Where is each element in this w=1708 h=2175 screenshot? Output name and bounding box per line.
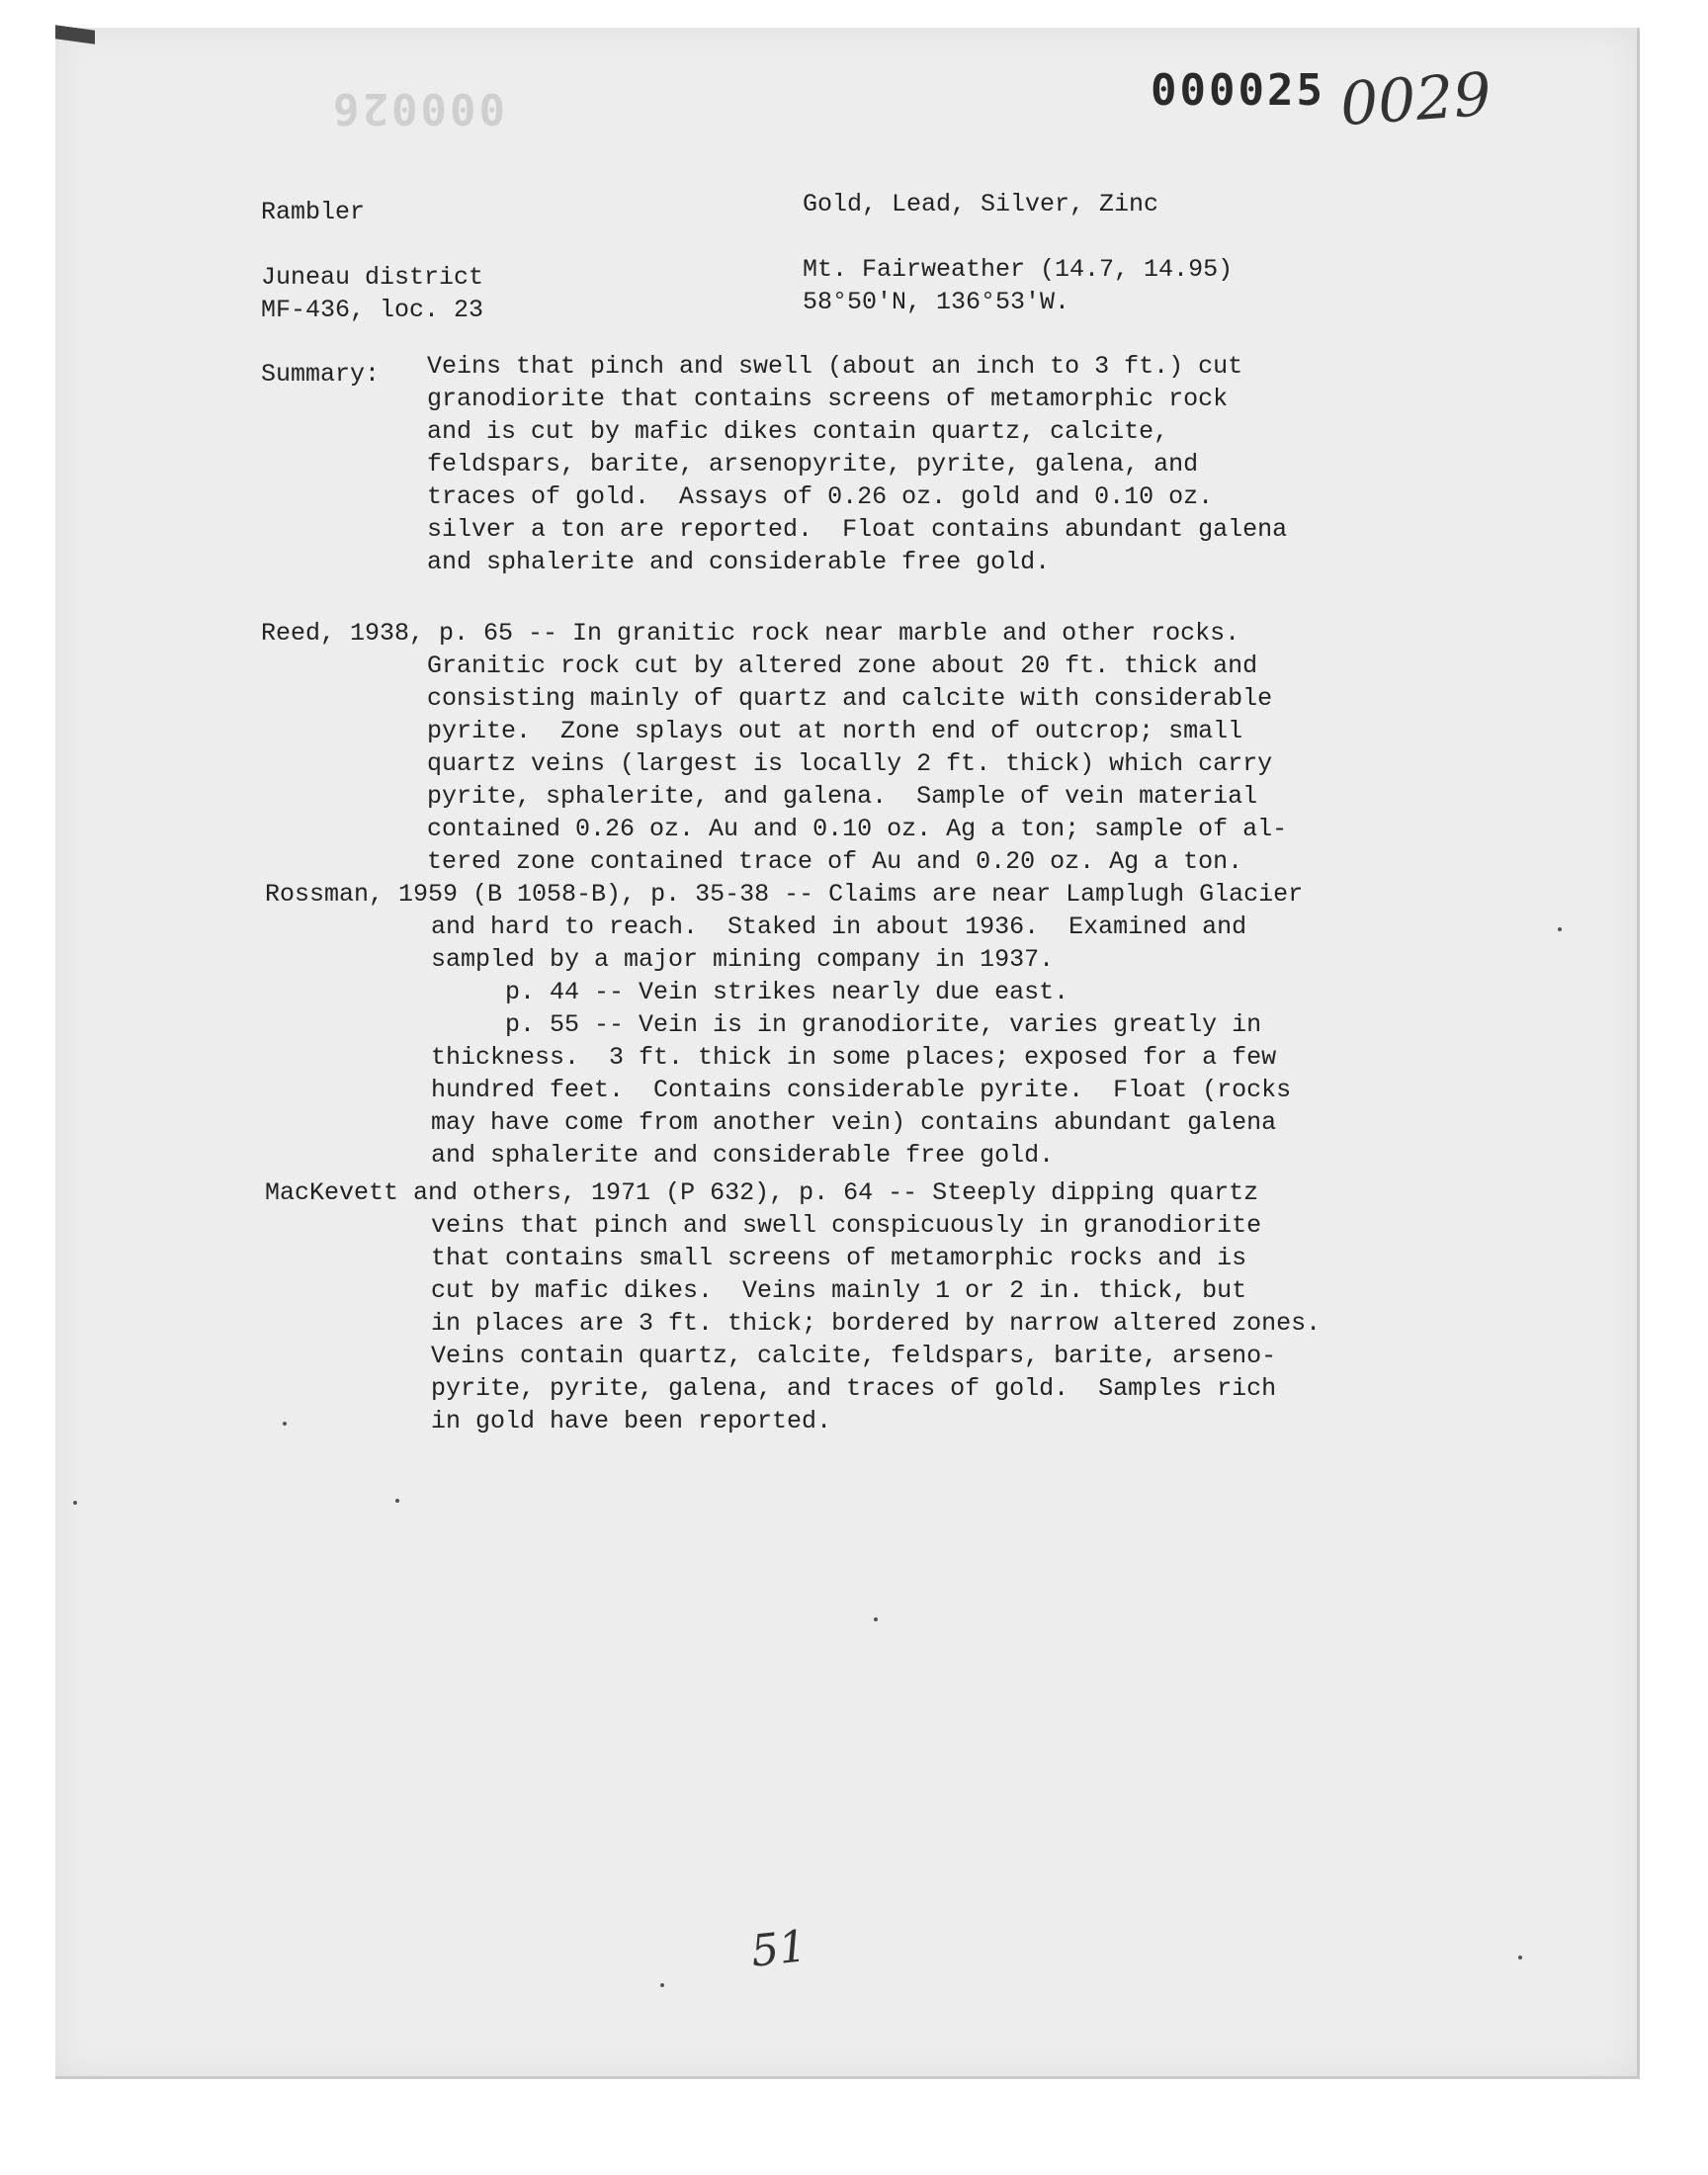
- reference-rossman-1959: [265, 878, 1303, 1172]
- reference-line: that contains small screens of metamorphic rocks and is: [431, 1244, 1247, 1272]
- scan-speck: [660, 1983, 664, 1987]
- scan-speck: [395, 1499, 399, 1503]
- reference-line: sampled by a major mining company in 1937.: [431, 945, 1055, 974]
- scan-speck: [73, 1501, 77, 1505]
- summary-line: and sphalerite and considerable free gold.: [427, 548, 1051, 576]
- document-stamp-number: 000025: [1151, 65, 1325, 116]
- commodities: Gold, Lead, Silver, Zinc: [803, 190, 1159, 218]
- reference-mackevett-1971: [265, 1176, 1322, 1437]
- reference-reed-1938: [261, 617, 1288, 878]
- quadrangle: Mt. Fairweather (14.7, 14.95): [803, 255, 1234, 284]
- reference-line: cut by mafic dikes. Veins mainly 1 or 2 in. thick, but: [431, 1276, 1247, 1305]
- reference-line: pyrite, sphalerite, and galena. Sample of vein material: [427, 782, 1258, 811]
- reference-line: in gold have been reported.: [431, 1407, 832, 1436]
- reference-line: quartz veins (largest is locally 2 ft. thick) which carry: [427, 749, 1273, 778]
- deposit-name: Rambler: [261, 198, 366, 226]
- reference-line: and hard to reach. Staked in about 1936. Examined and: [431, 913, 1247, 941]
- reference-line: p. 55 -- Vein is in granodiorite, varies greatly in: [431, 1010, 1262, 1039]
- reference-line: may have come from another vein) contains abundant galena: [431, 1108, 1277, 1137]
- reference-line: hundred feet. Contains considerable pyrite. Float (rocks: [431, 1076, 1292, 1104]
- reference-line: Veins contain quartz, calcite, feldspars, barite, arseno-: [431, 1342, 1277, 1370]
- reference-body: [431, 911, 1469, 1172]
- reference-citation: Reed, 1938, p. 65 -- In granitic rock near marble and other rocks.: [261, 619, 1240, 648]
- reference-line: and sphalerite and considerable free gold.: [431, 1141, 1055, 1170]
- summary-text: [427, 350, 1287, 578]
- summary-line: feldspars, barite, arsenopyrite, pyrite, galena, and: [427, 450, 1199, 478]
- scan-speck: [874, 1617, 878, 1621]
- reference-citation: Rossman, 1959 (B 1058-B), p. 35-38 -- Claims are near Lamplugh Glacier: [265, 880, 1304, 909]
- reference-line: consisting mainly of quartz and calcite with considerable: [427, 684, 1273, 713]
- summary-line: Veins that pinch and swell (about an inch to 3 ft.) cut: [427, 352, 1243, 381]
- summary-line: silver a ton are reported. Float contains abundant galena: [427, 515, 1288, 544]
- reference-line: contained 0.26 oz. Au and 0.10 oz. Ag a ton; sample of al-: [427, 815, 1288, 843]
- reference-citation: MacKevett and others, 1971 (P 632), p. 64 -- Steeply dipping quartz: [265, 1178, 1259, 1207]
- scan-speck: [283, 1422, 287, 1426]
- reference-line: Granitic rock cut by altered zone about 20 ft. thick and: [427, 652, 1258, 680]
- reference-line: in places are 3 ft. thick; bordered by narrow altered zones.: [431, 1309, 1322, 1338]
- handwritten-page-number: 51: [748, 1921, 810, 1977]
- map-reference: MF-436, loc. 23: [261, 296, 484, 324]
- reference-line: veins that pinch and swell conspicuously in granodiorite: [431, 1211, 1262, 1240]
- reference-line: p. 44 -- Vein strikes nearly due east.: [431, 978, 1069, 1006]
- scan-speck: [1518, 1956, 1522, 1959]
- scan-speck: [1558, 927, 1562, 931]
- reference-line: pyrite, pyrite, galena, and traces of gold. Samples rich: [431, 1374, 1277, 1403]
- summary-label: Summary:: [261, 360, 381, 389]
- reference-line: pyrite. Zone splays out at north end of outcrop; small: [427, 717, 1243, 745]
- document-page: [55, 28, 1640, 2079]
- reference-body: [427, 650, 1406, 878]
- summary-line: and is cut by mafic dikes contain quartz, calcite,: [427, 417, 1169, 446]
- mining-district: Juneau district: [261, 263, 484, 292]
- scan-corner-mark: [55, 25, 95, 44]
- handwritten-document-number: 0029: [1337, 59, 1494, 140]
- reference-line: thickness. 3 ft. thick in some places; exposed for a few: [431, 1043, 1277, 1072]
- coordinates: 58°50'N, 136°53'W.: [803, 288, 1070, 316]
- summary-line: traces of gold. Assays of 0.26 oz. gold and 0.10 oz.: [427, 482, 1214, 511]
- bleed-through-number: 000026: [330, 83, 505, 133]
- reference-line: tered zone contained trace of Au and 0.20 oz. Ag a ton.: [427, 847, 1243, 876]
- reference-body: [431, 1209, 1424, 1437]
- summary-line: granodiorite that contains screens of metamorphic rock: [427, 385, 1229, 413]
